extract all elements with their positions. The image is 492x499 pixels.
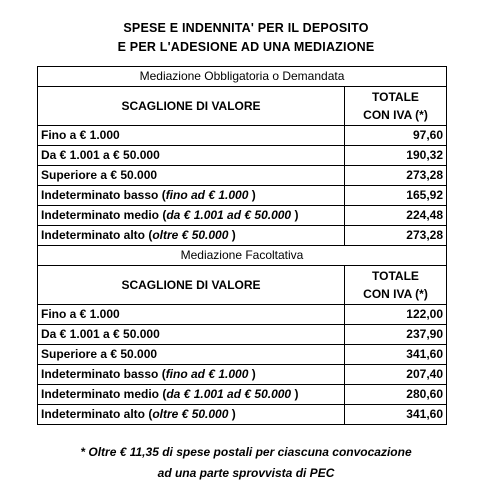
scaglione-label: Indeterminato alto (	[41, 407, 153, 421]
footnote-line-1: * Oltre € 11,35 di spese postali per ciascuna convocazione	[80, 445, 412, 459]
table-row	[38, 126, 447, 146]
section-title-row	[38, 246, 447, 266]
scaglione-range: oltre € 50.000	[152, 407, 229, 421]
footnote-line-2: ad una parte sprovvista di PEC	[157, 466, 335, 480]
totale-value: 207,40	[345, 365, 447, 385]
scaglione-cell	[38, 345, 345, 365]
scaglione-label: Fino a € 1.000	[41, 307, 120, 321]
totale-value: 341,60	[345, 405, 447, 425]
scaglione-label: Superiore a € 50.000	[41, 347, 158, 361]
scaglione-range: fino ad € 1.000	[165, 188, 249, 202]
scaglione-range: oltre € 50.000	[152, 228, 229, 242]
header-totale-line-2: CON IVA (*)	[363, 108, 428, 122]
scaglione-label: Indeterminato medio (	[41, 387, 167, 401]
scaglione-cell	[38, 226, 345, 246]
header-scaglione: SCAGLIONE DI VALORE	[38, 266, 345, 305]
scaglione-cell	[38, 146, 345, 166]
scaglione-cell	[38, 325, 345, 345]
header-totale	[345, 266, 447, 305]
table-row	[38, 226, 447, 246]
scaglione-cell	[38, 405, 345, 425]
table-row	[38, 405, 447, 425]
totale-value: 122,00	[345, 305, 447, 325]
table-row	[38, 305, 447, 325]
table-row	[38, 385, 447, 405]
totale-value: 224,48	[345, 206, 447, 226]
scaglione-label: Indeterminato alto (	[41, 228, 153, 242]
scaglione-label: Fino a € 1.000	[41, 128, 120, 142]
table-row	[38, 365, 447, 385]
totale-value: 237,90	[345, 325, 447, 345]
scaglione-cell	[38, 126, 345, 146]
section-title: Mediazione Facoltativa	[38, 246, 447, 266]
table-row	[38, 186, 447, 206]
section-title: Mediazione Obbligatoria o Demandata	[38, 67, 447, 87]
scaglione-cell	[38, 385, 345, 405]
title-line-2: E PER L'ADESIONE AD UNA MEDIAZIONE	[117, 40, 375, 54]
totale-value: 273,28	[345, 166, 447, 186]
totale-value: 165,92	[345, 186, 447, 206]
section-title-row	[38, 67, 447, 87]
scaglione-cell	[38, 305, 345, 325]
scaglione-range: da € 1.001 ad € 50.000	[166, 387, 292, 401]
totale-value: 280,60	[345, 385, 447, 405]
scaglione-close: )	[248, 367, 256, 381]
column-header-row	[38, 87, 447, 126]
title-line-1: SPESE E INDENNITA' PER IL DEPOSITO	[123, 21, 369, 35]
column-header-row	[38, 266, 447, 305]
document-title	[0, 19, 492, 57]
scaglione-cell	[38, 206, 345, 226]
scaglione-close: )	[228, 228, 236, 242]
header-scaglione: SCAGLIONE DI VALORE	[38, 87, 345, 126]
scaglione-label: Da € 1.001 a € 50.000	[41, 327, 160, 341]
table-row	[38, 325, 447, 345]
footnote	[0, 442, 492, 484]
scaglione-range: da € 1.001 ad € 50.000	[166, 208, 292, 222]
scaglione-close: )	[291, 387, 299, 401]
totale-value: 273,28	[345, 226, 447, 246]
totale-value: 190,32	[345, 146, 447, 166]
header-totale-line-1: TOTALE	[372, 269, 419, 283]
scaglione-cell	[38, 186, 345, 206]
table-row	[38, 166, 447, 186]
scaglione-cell	[38, 166, 345, 186]
table-row	[38, 146, 447, 166]
header-totale-line-2: CON IVA (*)	[363, 287, 428, 301]
header-totale-line-1: TOTALE	[372, 90, 419, 104]
scaglione-label: Indeterminato basso (	[41, 188, 166, 202]
scaglione-close: )	[291, 208, 299, 222]
scaglione-cell	[38, 365, 345, 385]
scaglione-close: )	[248, 188, 256, 202]
scaglione-label: Indeterminato medio (	[41, 208, 167, 222]
scaglione-label: Da € 1.001 a € 50.000	[41, 148, 160, 162]
fees-table	[37, 66, 447, 425]
scaglione-label: Superiore a € 50.000	[41, 168, 158, 182]
fees-table-body	[38, 67, 447, 425]
totale-value: 341,60	[345, 345, 447, 365]
scaglione-range: fino ad € 1.000	[165, 367, 249, 381]
scaglione-close: )	[228, 407, 236, 421]
table-row	[38, 206, 447, 226]
header-totale	[345, 87, 447, 126]
totale-value: 97,60	[345, 126, 447, 146]
table-row	[38, 345, 447, 365]
scaglione-label: Indeterminato basso (	[41, 367, 166, 381]
